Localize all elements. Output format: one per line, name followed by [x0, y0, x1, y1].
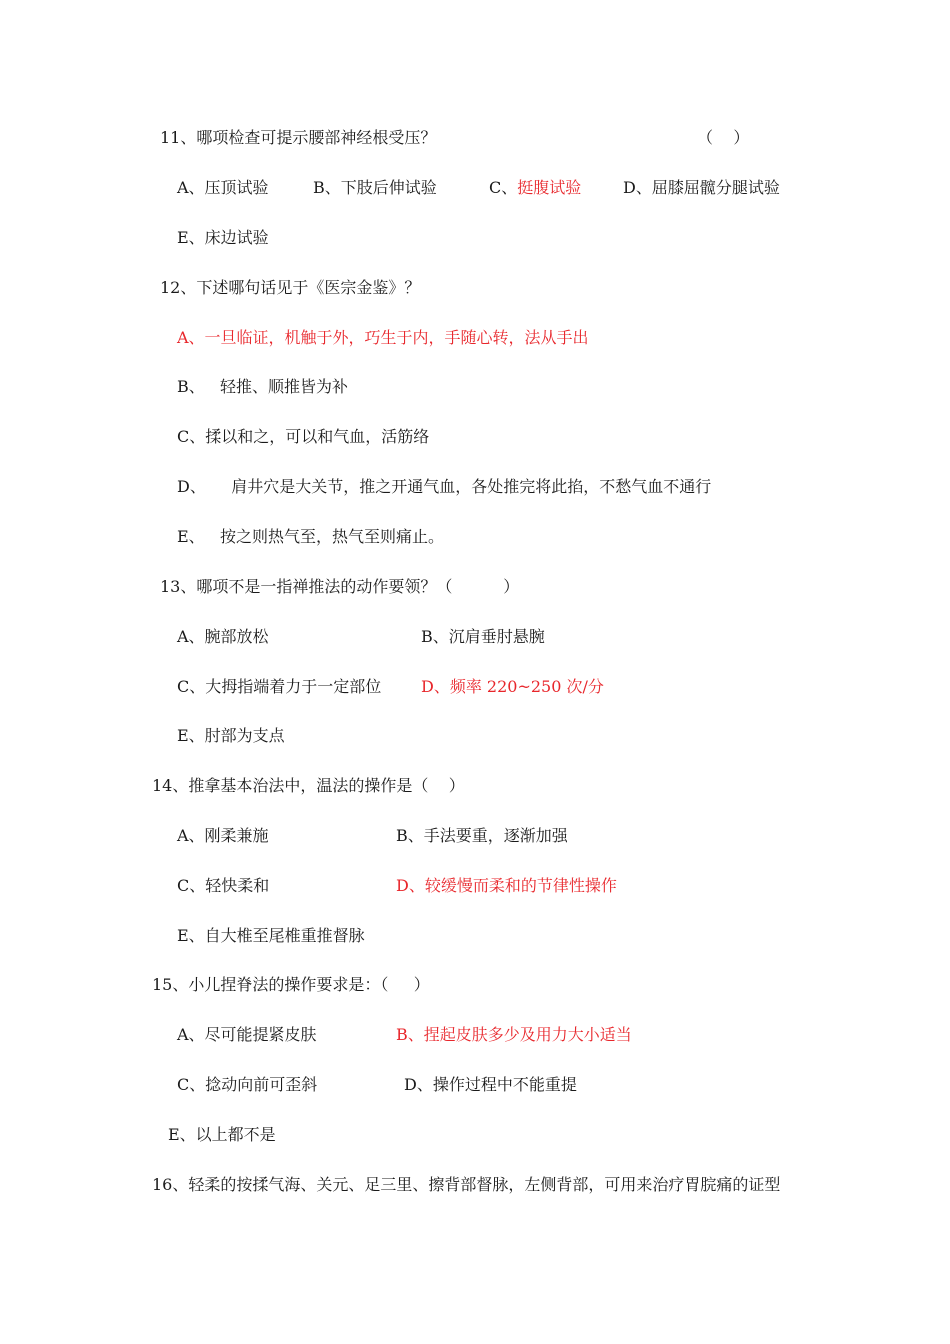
question-12-option-e: E、 按之则热气至，热气至则痛止。 [177, 527, 444, 546]
question-11-option-c-prefix: C、 [489, 178, 518, 197]
question-14-stem: 14、推拿基本治法中，温法的操作是（ ） [152, 776, 465, 795]
question-11-option-a: A、压顶试验 [177, 178, 269, 197]
question-11-option-c-answer: 挺腹试验 [517, 178, 582, 197]
question-11-option-c [489, 177, 581, 199]
question-16-stem: 16、轻柔的按揉气海、关元、足三里、擦背部督脉，左侧背部，可用来治疗胃脘痛的证型 [152, 1175, 781, 1194]
question-13-stem: 13、哪项不是一指禅推法的动作要领？（ ） [160, 577, 520, 596]
question-14-option-e: E、自大椎至尾椎重推督脉 [177, 926, 365, 945]
question-15-option-d: D、操作过程中不能重提 [404, 1075, 577, 1094]
question-13-option-c: C、大拇指端着力于一定部位 [177, 677, 382, 696]
question-11-answer-blank: （ ） [697, 128, 750, 147]
question-14-option-a: A、刚柔兼施 [177, 826, 269, 845]
question-14-option-d: D、较缓慢而柔和的节律性操作 [396, 876, 617, 895]
question-13-option-a: A、腕部放松 [177, 627, 269, 646]
question-15-option-b: B、捏起皮肤多少及用力大小适当 [396, 1025, 632, 1044]
question-12-option-d: D、 肩井穴是大关节，推之开通气血，各处推完将此掐，不愁气血不通行 [177, 477, 712, 496]
question-15-option-e: E、以上都不是 [168, 1125, 276, 1144]
question-15-option-a: A、尽可能提紧皮肤 [177, 1025, 317, 1044]
question-14-option-b: B、手法要重，逐渐加强 [396, 826, 568, 845]
question-12-option-b: B、 轻推、顺推皆为补 [177, 377, 349, 396]
question-11-option-b: B、下肢后伸试验 [313, 178, 437, 197]
question-15-stem: 15、小儿捏脊法的操作要求是：（ ） [152, 975, 430, 994]
question-13-option-e: E、肘部为支点 [177, 726, 285, 745]
question-12-option-a: A、一旦临证，机触于外，巧生于内，手随心转，法从手出 [177, 328, 589, 347]
question-11-option-e: E、床边试验 [177, 228, 269, 247]
question-12-stem: 12、下述哪句话见于《医宗金鉴》？ [160, 278, 421, 297]
question-12-option-c: C、揉以和之，可以和气血，活筋络 [177, 427, 430, 446]
question-13-option-d: D、频率 220~250 次/分 [421, 677, 604, 696]
question-11-option-d: D、屈膝屈髋分腿试验 [623, 178, 780, 197]
question-13-option-b: B、沉肩垂肘悬腕 [421, 627, 545, 646]
question-15-option-c: C、捻动向前可歪斜 [177, 1075, 318, 1094]
question-11-stem: 11、哪项检查可提示腰部神经根受压？ [160, 128, 437, 147]
question-14-option-c: C、轻快柔和 [177, 876, 270, 895]
